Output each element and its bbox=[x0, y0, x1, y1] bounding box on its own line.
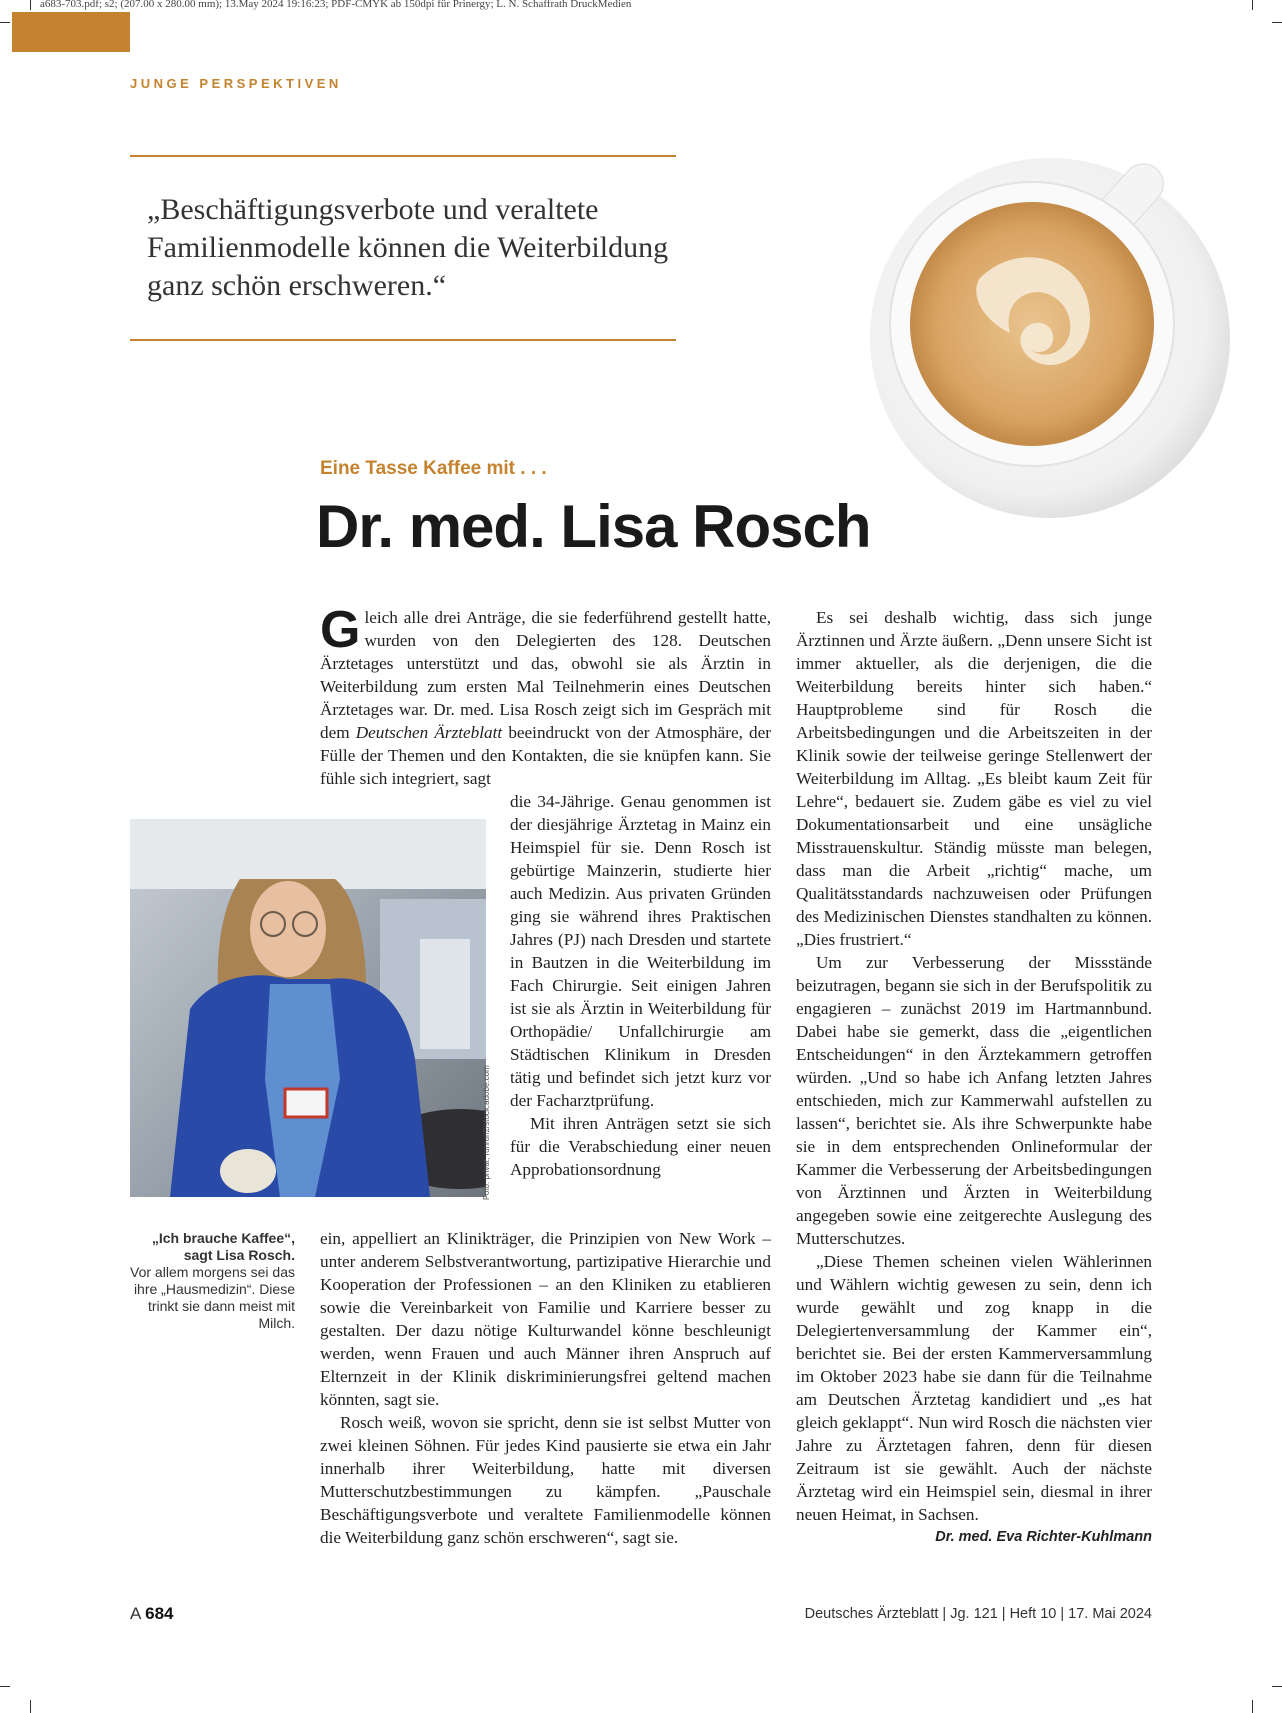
headline: Dr. med. Lisa Rosch bbox=[316, 493, 871, 560]
crop-mark bbox=[30, 0, 31, 10]
page-prefix: A bbox=[130, 1604, 141, 1623]
dropcap: G bbox=[320, 601, 361, 659]
pull-quote bbox=[130, 155, 676, 341]
paragraph-text bbox=[796, 1250, 1152, 1545]
photo-caption bbox=[130, 1230, 295, 1332]
paragraph-text: Es sei deshalb wichtig, dass sich junge Ärztinnen und Ärzte äußern. „Denn unsere Sicht ist immer aktueller, als die derjenigen, die die Weiterbildung bereits hinter sich haben.“ Hauptprobleme sind für Rosch die Arbeitsbedingungen und die Arbeitszeiten in der Klinik sowie der teilweise geringe Stellenwert der Weiterbildung im Alltag. „Es bleibt kaum Zeit für Lehre“, bedauert sie. Zudem gäbe es viel zu viel Dokumentationsarbeit und eine unsägliche Misstrauenskultur. Ständig müsste man belegen, dass man die Arbeit „richtig“ mache, um Qualitätsstandards nachzuweisen oder Prüfungen des Medizinischen Dienstes standhalten zu können. „Dies frustriert.“ bbox=[796, 608, 1152, 949]
article-column-right bbox=[796, 606, 1152, 1549]
paragraph-text: Mit ihren Anträgen setzt sie sich für die Verabschiedung einer neuen Approbationsordnung bbox=[510, 1114, 771, 1179]
article-column-left-top bbox=[320, 601, 771, 790]
crop-mark bbox=[1272, 1686, 1282, 1687]
pull-quote-text: „Beschäftigungsverbote und veraltete Familienmodelle können die Weiterbildung ganz schön erschweren.“ bbox=[147, 193, 669, 302]
paragraph-text: die 34-Jährige. Genau genommen ist der diesjährige Ärztetag in Mainz ein Heimspiel für sie. Denn Rosch ist gebürtige Mainzerin, studierte hier auch Medizin. Aus privaten Gründen ging sie während ihres Praktischen Jahres (PJ) nach Dresden und startete in Bautzen in die Weiterbildung im Fach Chirurgie. Seit einigen Jahren ist sie als Ärztin in Weiterbildung für Orthopädie/ Unfallchirurgie am Städtischen Klinikum in Dresden tätig und befindet sich jetzt kurz vor der Facharztprüfung. bbox=[510, 792, 771, 1110]
crop-mark bbox=[30, 1700, 31, 1713]
section-color-tab bbox=[12, 12, 130, 52]
print-header: a683-703.pdf; s2; (207.00 x 280.00 mm); 13.May 2024 19:16:23; PDF-CMYK ab 150dpi für Prinergy; L. N. Schaffrath DruckMedien bbox=[40, 0, 632, 10]
journal-reference: Deutsches Ärzteblatt | Jg. 121 | Heft 10 | 17. Mai 2024 bbox=[804, 1606, 1152, 1622]
crop-mark bbox=[1252, 1700, 1253, 1713]
paragraph-text: Um zur Verbesserung der Missstände beizutragen, begann sie sich in der Berufspolitik zu engagieren – zunächst 2019 im Hartmannbund. Dabei habe sie gemerkt, dass die „eigentlichen Entscheidungen“ in den Ärztekammern getroffen würden. „Und so habe ich Anfang letzten Jahres entschieden, mich zur Kammerwahl aufstellen zu lassen“, berichtet sie. Als ihre Schwerpunkte habe sie in dem entsprechenden Onlineformular der Kammer die Verbesserung der Arbeitsbedingungen von Ärztinnen und Ärzten in Weiterbildung angegeben sowie eine zeitgerechte Auslegung des Mutterschutzes. bbox=[796, 953, 1152, 1248]
coffee-cup-illustration bbox=[860, 128, 1252, 520]
author-byline: Dr. med. Eva Richter-Kuhlmann bbox=[935, 1529, 1152, 1545]
crop-mark bbox=[0, 22, 10, 23]
crop-mark bbox=[1252, 0, 1253, 10]
page-number bbox=[130, 1604, 174, 1624]
paragraph-text: ein, appelliert an Klinikträger, die Prinzipien von New Work – unter anderem Selbstverantwortung, partizipative Hierarchie und Kooperation der Professionen – an den Kliniken zu etablieren sowie die Vereinbarkeit von Familie und Karriere besser zu gestalten. Der dazu nötige Kulturwandel könne beschleunigt werden, wenn Frauen und auch Männer ihren Anspruch auf Elternzeit in der Klinik diskriminierungsfrei geltend machen könnten, sagt sie. bbox=[320, 1229, 771, 1409]
caption-text: Vor allem morgens sei das ihre „Hausmedizin“. Diese trinkt sie dann meist mit Milch. bbox=[130, 1264, 295, 1331]
paragraph-text: beeindruckt von der Atmosphäre, der Fülle der Themen und den Kontakten, die sie knüpfen kann. Sie fühle sich integriert, sagt bbox=[320, 723, 771, 788]
page-number-value: 684 bbox=[145, 1604, 174, 1623]
crop-mark bbox=[1272, 22, 1282, 23]
crop-mark bbox=[0, 1686, 10, 1687]
paragraph-text: leich alle drei Anträge, die sie federführend gestellt hatte, wurden von den Delegierten des 128. Deutschen Ärztetages unterstützt und das, obwohl sie als Ärztin in Weiterbildung zum ersten Mal Teilnehmerin eines Deutschen Ärztetages war. Dr. med. Lisa Rosch zeigt sich im Gespräch mit dem bbox=[320, 608, 771, 742]
photo-credit: Foto: privat; runrun2/stock.adobe.com bbox=[482, 1065, 491, 1200]
portrait-photo bbox=[130, 819, 486, 1197]
section-label: JUNGE PERSPEKTIVEN bbox=[130, 76, 342, 91]
caption-lead: „Ich brauche Kaffee“, sagt Lisa Rosch. bbox=[151, 1230, 295, 1263]
publication-name: Deutschen Ärzteblatt bbox=[355, 723, 503, 742]
kicker: Eine Tasse Kaffee mit . . . bbox=[320, 458, 547, 479]
article-column-left-bottom bbox=[320, 1227, 771, 1549]
paragraph-text: Rosch weiß, wovon sie spricht, denn sie ist selbst Mutter von zwei kleinen Söhnen. Für jedes Kind pausierte sie etwa ein Jahr innerhalb ihrer Weiterbildung, hatte mit diversen Mutterschutzbestimmungen zu kämpfen. „Pauschale Beschäftigungsverbote und veraltete Familienmodelle können die Weiterbildung ganz schön erschweren“, sagt sie. bbox=[320, 1413, 771, 1547]
article-column-left-narrow bbox=[510, 790, 771, 1181]
paragraph-text: „Diese Themen scheinen vielen Wählerinnen und Wählern wichtig gewesen zu sein, denn ich wurde gewählt und zog knapp in die Delegiertenversammlung der Kammer ein“, berichtet sie. Bei der ersten Kammerversammlung im Oktober 2023 habe sie dann für die Teilnahme am Deutschen Ärztetag kandidiert und „es hat gleich geklappt“. Nun wird Rosch die nächsten vier Jahre zu Ärztetagen fahren, denn für diesen Zeitraum ist sie gewählt. Auch der nächste Ärztetag wird ein Heimspiel sein, diesmal in ihrer neuen Heimat, in Sachsen. bbox=[796, 1252, 1152, 1524]
